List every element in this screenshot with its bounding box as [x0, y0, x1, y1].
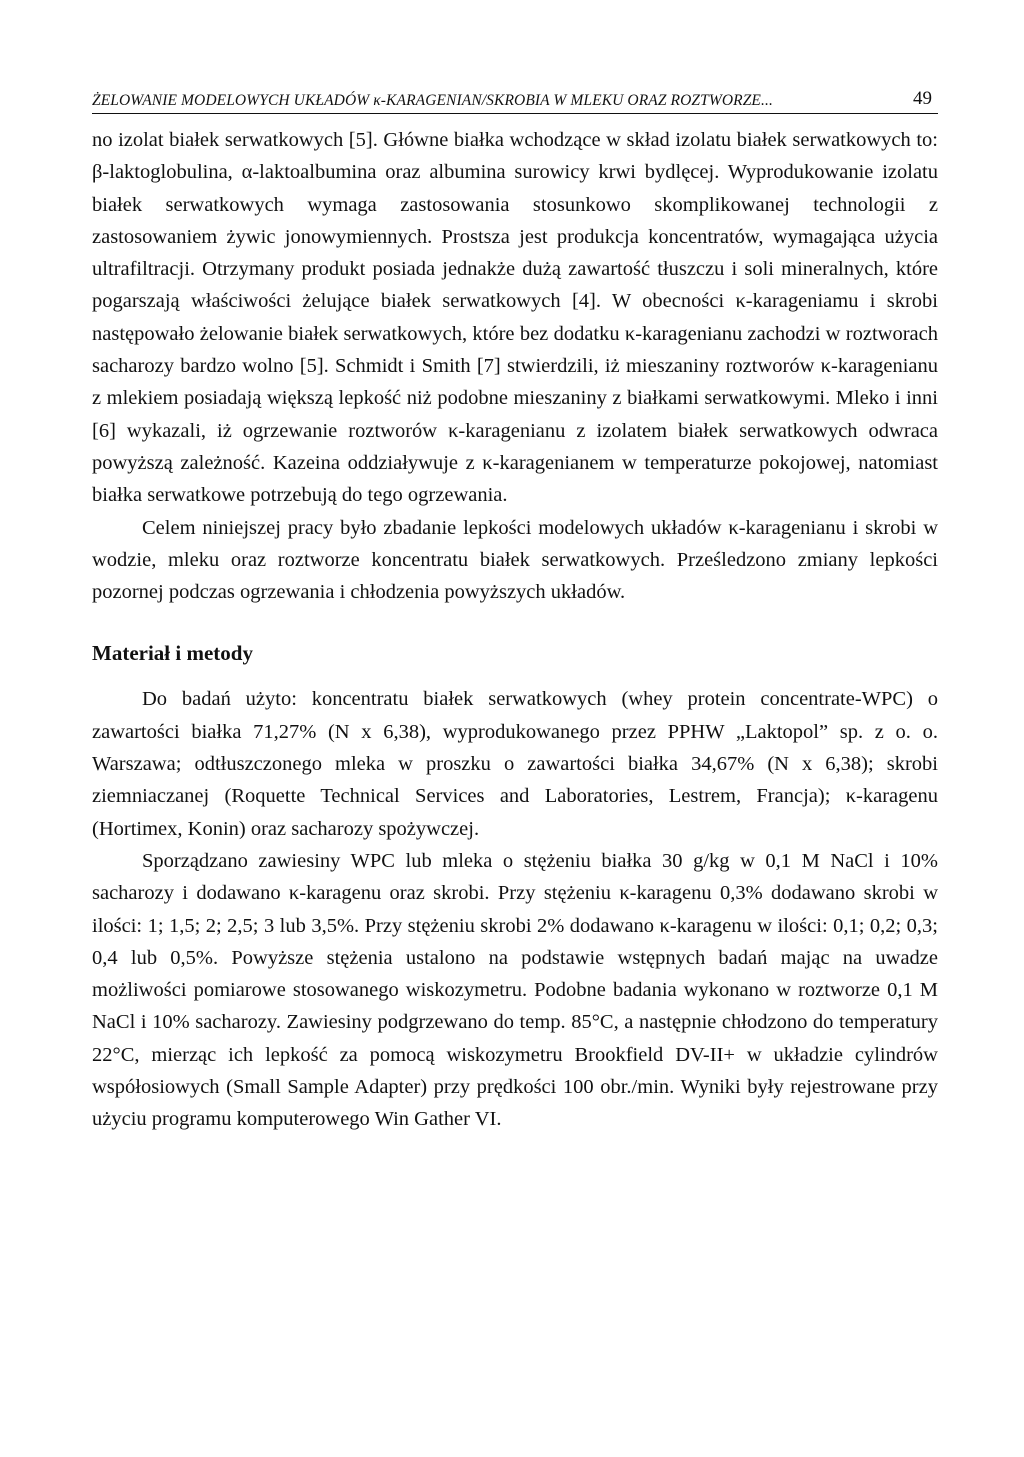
paragraph-materials: Do badań użyto: koncentratu białek serwatkowych (whey protein concentrate-WPC) o zawartości białka 71,27% (N x 6,38), wyprodukowanego przez PPHW „Laktopol” sp. z o. o. Warszawa; odtłuszczonego mleka w proszku o zawartości białka 34,67% (N x 6,38); skrobi ziemniaczanej (Roquette Technical Services and Laboratories, Lestrem, Francja); κ-karagenu (Hortimex, Konin) oraz sacharozy spożywczej. — [92, 688, 938, 840]
paragraph-methods: Sporządzano zawiesiny WPC lub mleka o stężeniu białka 30 g/kg w 0,1 M NaCl i 10% sacharozy i dodawano κ-karagenu oraz skrobi. Przy stężeniu κ-karagenu 0,3% dodawano skrobi w ilości: 1; 1,5; 2; 2,5; 3 lub 3,5%. Przy stężeniu skrobi 2% dodawano κ-karagenu w ilości: 0,1; 0,2; 0,3; 0,4 lub 0,5%. Powyższe stężenia ustalono na podstawie wstępnych badań mając na uwadze możliwości pomiarowe stosowanego wiskozymetru. Podobne badania wykonano w roztworze 0,1 M NaCl i 10% sacharozy. Zawiesiny podgrzewano do temp. 85°C, a następnie chłodzono do temperatury 22°C, mierząc ich lepkość za pomocą wiskozymetru Brookfield DV-II+ w układzie cylindrów współosiowych (Small Sample Adapter) przy prędkości 100 obr./min. Wyniki były rejestrowane przy użyciu programu komputerowego Win Gather VI. — [92, 849, 938, 1131]
page-number: 49 — [913, 88, 932, 109]
running-header — [92, 88, 938, 114]
article-body — [92, 124, 938, 1136]
paragraph-continuation: no izolat białek serwatkowych [5]. Główne białka wchodzące w skład izolatu białek serwatkowych to: β-laktoglobulina, α-laktoalbumina oraz albumina surowicy krwi bydlęcej. Wyprodukowanie izolatu białek serwatkowych wymaga zastosowania stosunkowo skomplikowanej technologii z zastosowaniem żywic jonowymiennych. Prostsza jest produkcja koncentratów, wymagająca użycia ultrafiltracji. Otrzymany produkt posiada jednakże dużą zawartość tłuszczu i soli mineralnych, które pogarszają właściwości żelujące białek serwatkowych [4]. W obecności κ-karageniamu i skrobi następowało żelowanie białek serwatkowych, które bez dodatku κ-karagenianu zachodzi w roztworach sacharozy bardzo wolno [5]. Schmidt i Smith [7] stwierdzili, iż mieszaniny roztworów κ-karagenianu z mlekiem posiadają większą lepkość niż podobne mieszaniny z białkami serwatkowymi. Mleko i inni [6] wykazali, iż ogrzewanie roztworów κ-karagenianu z izolatem białek serwatkowych odwraca powyższą zależność. Kazeina oddziaływuje z κ-karagenianem w temperaturze pokojowej, natomiast białka serwatkowe potrzebują do tego ogrzewania. — [92, 129, 938, 507]
section-heading-methods: Materiał i metody — [92, 641, 253, 666]
journal-page — [92, 88, 938, 1136]
running-title: ŻELOWANIE MODELOWYCH UKŁADÓW κ-KARAGENIAN/SKROBIA W MLEKU ORAZ ROZTWORZE... — [92, 92, 773, 109]
paragraph-aim: Celem niniejszej pracy było zbadanie lepkości modelowych układów κ-karagenianu i skrobi w wodzie, mleku oraz roztworze koncentratu białek serwatkowych. Prześledzono zmiany lepkości pozornej podczas ogrzewania i chłodzenia powyższych układów. — [92, 516, 938, 604]
